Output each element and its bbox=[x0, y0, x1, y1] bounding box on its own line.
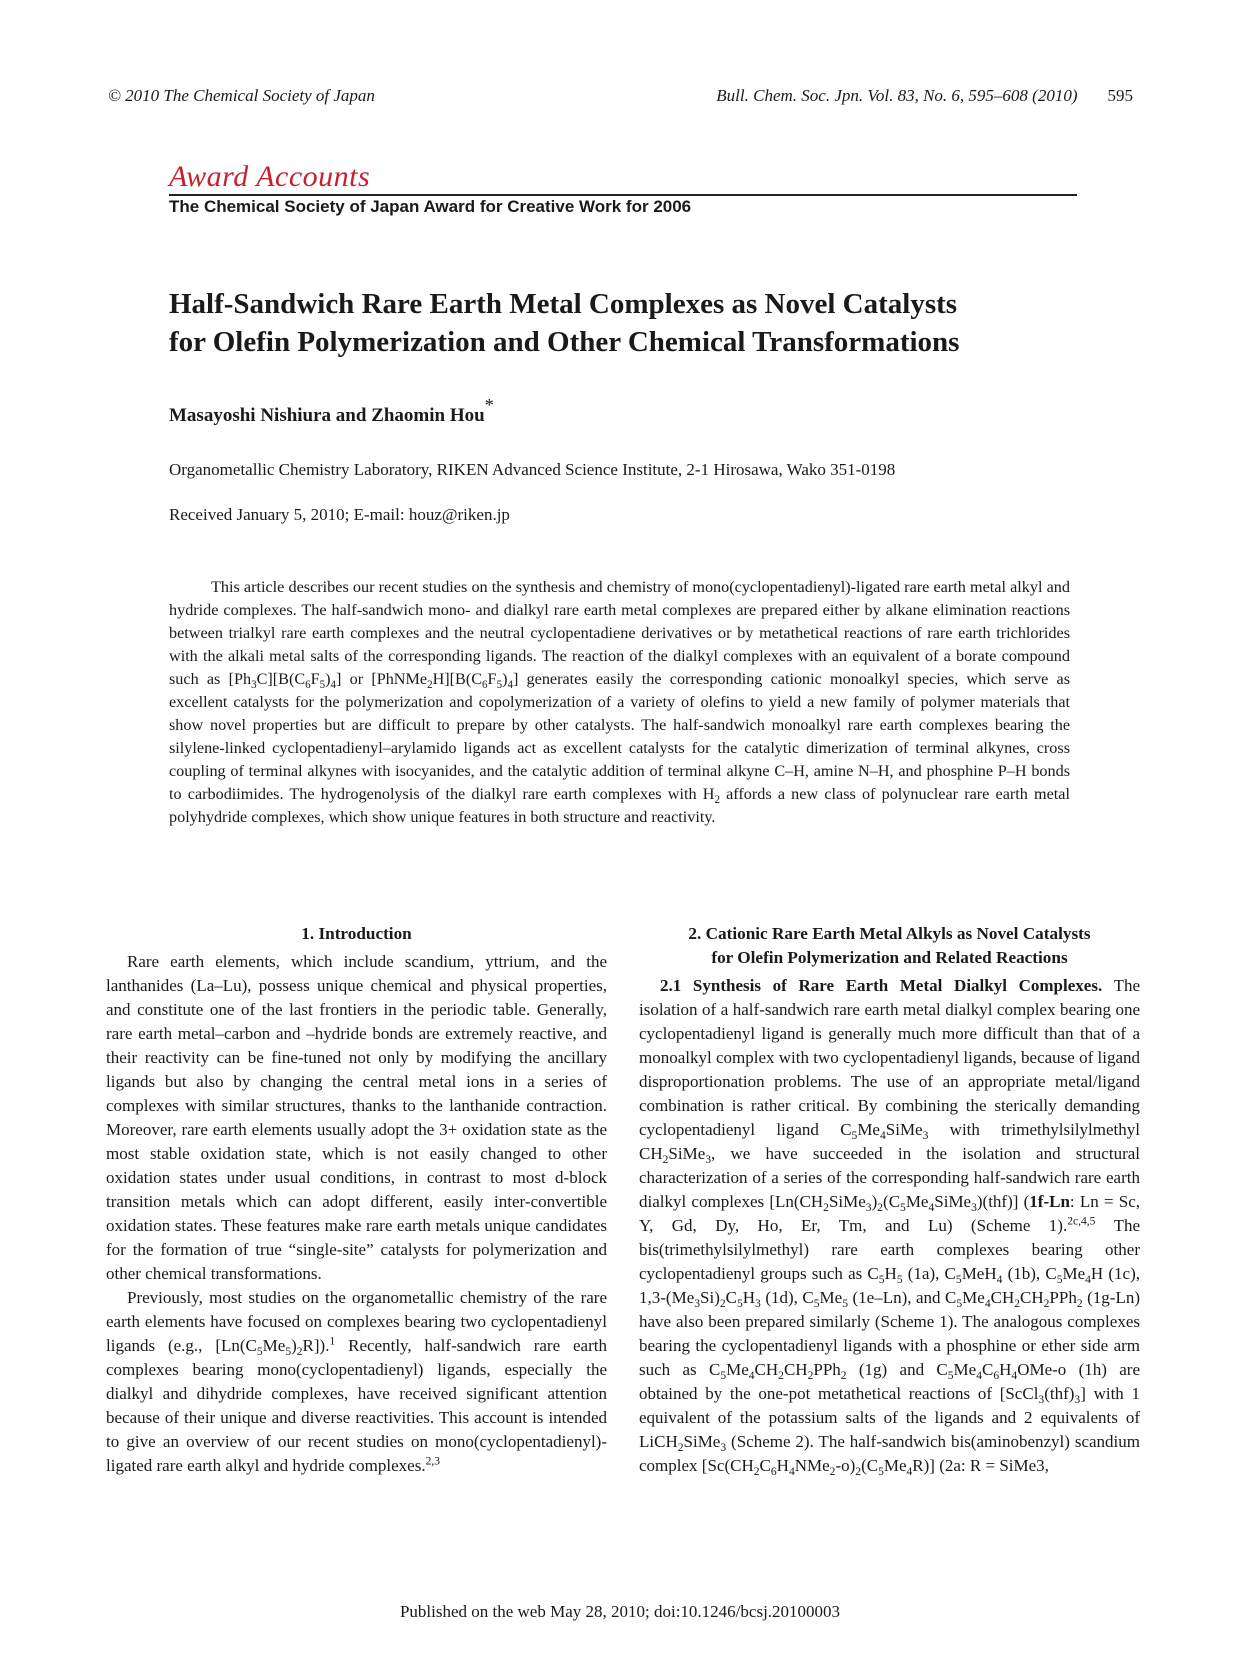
journal-copyright: © 2010 The Chemical Society of Japan bbox=[108, 86, 375, 105]
text: and bbox=[887, 1360, 937, 1379]
intro-paragraph-2 bbox=[106, 1286, 607, 1478]
borate-formula-2: $[PhNMe_2H][B(C_6F_5)_4]$ bbox=[371, 670, 519, 691]
subsection-title: 2.1 Synthesis of Rare Earth Metal Dialkyl Complexes. bbox=[660, 976, 1103, 995]
section-heading-introduction: 1. Introduction bbox=[301, 924, 412, 943]
award-title: Award Accounts bbox=[169, 160, 371, 193]
award-divider bbox=[169, 194, 1077, 196]
abstract-or: or bbox=[341, 670, 372, 688]
reference-marker: 2c,4,5 bbox=[1067, 1214, 1096, 1228]
text: are obtained by the one-pot metathetical reactions of bbox=[639, 1360, 1141, 1403]
text: : Ln = Sc, Y, Gd, Dy, Ho, Er, Tm, and Lu) (Scheme 1). bbox=[639, 1192, 1140, 1235]
intro-p2-close: ). bbox=[319, 1336, 330, 1355]
formula: $C_5Me_4SiMe_3$ bbox=[840, 1120, 929, 1143]
abstract-part-2: generates easily the corresponding cationic monoalkyl species, which serve as excellent catalysts for the polymerization and copolymerization of a variety of olefins to yield a new family of polymer materials that show novel properties but are difficult to prepare by other catalysts. The half-sandwich monoalkyl rare earth complexes bearing the silylene-linked cyclopentadienyl–arylamido ligands act as excellent catalysts for the catalytic dimerization of terminal alkynes, cross coupling of terminal alkynes with isocyanides, and the catalytic addition of terminal alkyne C–H, amine N–H, and phosphine P–H bonds to carbodiimides. The hydrogenolysis of the dialkyl rare earth complexes with bbox=[169, 670, 1071, 803]
section-2-1-paragraph: 2.1 Synthesis of Rare Earth Metal Dialkyl Complexes. The isolation of a half-sandwich rare earth metal dialkyl complex bearing one cyclopentadienyl ligand is generally much more difficult than that of a monoalkyl complex with two cyclopentadienyl ligands, because of ligand disproportionation problems. The use of an appropriate metal/ligand combination is rather critical. By combining the sterically demanding cyclopentadienyl ligand $C_5Me_4SiMe_3$ with trimethylsilylmethyl $CH_2SiMe_3$, we have succeeded in the isolation and structural characterization of a series of the corresponding half-sandwich rare earth dialkyl complexes $[Ln(CH_2SiMe_3)_2(C_5Me_4SiMe_3)(thf)]$ (1f-Ln: Ln = Sc, Y, Gd, Dy, Ho, Er, Tm, and Lu) (Scheme 1).$^{2c,4,5}$ The bis(trimethylsilylmethyl) rare earth complexes bearing other cyclopentadienyl groups such as $C_5H_5$ (1a), $C_5MeH_4$ (1b), $C_5Me_4H$ (1c), $1,3-(Me_3Si)_2C_5H_3$ (1d), $C_5Me_5$ (1e–Ln), and $C_5Me_4CH_2CH_2PPh_2$ (1g-Ln) have also been prepared similarly (Scheme 1). The analogous complexes bearing the cyclopentadienyl ligands with a phosphine or ether side arm such as $C_5Me_4CH_2CH_2PPh_2$ (1g) and $C_5Me_4C_6H_4OMe-o$ (1h) are obtained by the one-pot metathetical reactions of $[ScCl_3(thf)_3]$ with 1 equivalent of the potassium salts of the ligands and 2 equivalents of LiCH$_2$SiMe$_3$ (Scheme 2). The half-sandwich bis(aminobenzyl) scandium complex $[Sc(CH_2C_6H_4NMe_2-o)_2(C_5Me_4R)]$ (2a: R = SiMe3, bbox=[639, 976, 1141, 1479]
abstract bbox=[169, 576, 1070, 829]
publication-footer: Published on the web May 28, 2010; doi:10.1246/bcsj.20100003 bbox=[399, 1602, 841, 1621]
text: with 1 equivalent of the potassium salts of the ligands and 2 equivalents of bbox=[639, 1384, 1140, 1427]
journal-citation bbox=[716, 86, 1133, 106]
page-number: 595 bbox=[1107, 86, 1133, 105]
award-subtitle: The Chemical Society of Japan Award for Creative Work for 2006 bbox=[169, 197, 692, 216]
left-column bbox=[106, 922, 607, 1478]
citation-text: Bull. Chem. Soc. Jpn. Vol. 83, No. 6, 595–608 (2010) bbox=[716, 86, 1078, 105]
intro-p2-rest: Recently, half-sandwich rare earth complexes bearing mono(cyclopentadienyl) ligands, especially the dialkyl and dihydride complexes, have received significant attention because of their unique and diverse reactivities. This account is intended to give an overview of our recent studies on mono(cyclopentadienyl)-ligated rare earth alkyl and hydride complexes. bbox=[106, 1336, 607, 1475]
formula-list: $C_5H_5$ (1a), $C_5MeH_4$ (1b), $C_5Me_4H$ (1c), $1,3-(Me_3Si)_2C_5H_3$ (1d), $C_5Me_5$ (1e–Ln), and $C_5Me_4CH_2CH_2PPh_2$ (1g-Ln) bbox=[639, 1264, 1140, 1311]
formula: $C_5Me_4CH_2CH_2PPh_2$ (1g) bbox=[708, 1360, 888, 1383]
section-heading-line-2: for Olefin Polymerization and Related Reactions bbox=[711, 948, 1068, 967]
corresponding-author-mark: * bbox=[484, 395, 494, 416]
reference-marker: 2,3 bbox=[425, 1454, 441, 1468]
reference-marker: 1 bbox=[329, 1334, 336, 1348]
intro-paragraph-1: Rare earth elements, which include scandium, yttrium, and the lanthanides (La–Lu), possess unique chemical and physical properties, and constitute one of the last frontiers in the periodic table. Generally, rare earth metal–carbon and –hydride bonds are extremely reactive, and their reactivity can be fine-tuned not only by modifying the ancillary ligands but also by changing the central metal ions in a series of complexes with similar structures, thanks to the lanthanide contraction. Moreover, rare earth elements usually adopt the 3+ oxidation state as the most stable oxidation state, which is not easily changed to other oxidation states under usual conditions, in contrast to most d-block transition metals which can adopt different, easily inter-convertible oxidation states. These features make rare earth metals unique candidates for the formation of true “single-site” catalysts for polymerization and other chemical transformations. bbox=[106, 952, 607, 1283]
text: The isolation of a half-sandwich rare earth metal dialkyl complex bearing one cyclopentadienyl ligand is generally much more difficult than that of a monoalkyl complex with two cyclopentadienyl ligands, because of ligand disproportionation problems. The use of an appropriate metal/ligand combination is rather critical. By combining the sterically demanding cyclopentadienyl ligand bbox=[639, 976, 1141, 1139]
affiliation: Organometallic Chemistry Laboratory, RIKEN Advanced Science Institute, 2-1 Hirosawa, Wako 351-0198 bbox=[169, 460, 896, 479]
borate-formula-1: $[Ph_3C][B(C_6F_5)_4]$ bbox=[228, 670, 342, 691]
received-info: Received January 5, 2010; E-mail: houz@riken.jp bbox=[169, 505, 510, 524]
compound-label: 1f-Ln bbox=[1029, 1192, 1070, 1211]
formula: $[Ln(CH_2SiMe_3)_2(C_5Me_4SiMe_3)(thf)]$ bbox=[769, 1192, 1019, 1215]
text: , we have succeeded in the isolation and structural characterization of a series of the corresponding half-sandwich rare earth dialkyl complexes bbox=[639, 1144, 1140, 1211]
text: have also been prepared similarly (Scheme 1). The analogous complexes bearing the cyclopentadienyl ligands with a phosphine or ether side arm such as bbox=[639, 1312, 1140, 1379]
hydrogen-formula: $H_2$ bbox=[702, 785, 720, 806]
formula: LiCH$_2$SiMe$_3$ bbox=[639, 1432, 727, 1455]
abstract-part-3: affords a new class of polynuclear rare earth metal polyhydride complexes, which show unique features in both structure and reactivity. bbox=[169, 785, 1070, 826]
metallocene-formula: $[Ln(C_5Me_5)_2R]$ bbox=[215, 1336, 320, 1359]
section-heading-cationic bbox=[639, 922, 1140, 970]
author-names: Masayoshi Nishiura and Zhaomin Hou bbox=[169, 405, 485, 426]
text: with trimethylsilylmethyl bbox=[928, 1120, 1140, 1139]
authors bbox=[169, 395, 494, 427]
formula: $CH_2SiMe_3$ bbox=[639, 1144, 712, 1167]
formula: $[Sc(CH_2C_6H_4NMe_2-o)_2(C_5Me_4R)]$ bbox=[701, 1456, 935, 1479]
intro-p2-start: Previously, most studies on the organometallic chemistry of the rare earth elements have focused on complexes bearing two cyclopentadienyl ligands (e.g., bbox=[106, 1288, 607, 1355]
formula: $C_5Me_4C_6H_4OMe-o$ (1h) bbox=[936, 1360, 1107, 1383]
text: The bis(trimethylsilylmethyl) rare earth complexes bearing other cyclopentadienyl groups such as bbox=[639, 1216, 1140, 1283]
title-line-1: Half-Sandwich Rare Earth Metal Complexes as Novel Catalysts bbox=[169, 288, 958, 320]
right-column bbox=[639, 922, 1140, 1478]
text: (Scheme 2). The half-sandwich bis(aminobenzyl) scandium complex bbox=[639, 1432, 1140, 1475]
formula: $[ScCl_3(thf)_3]$ bbox=[999, 1384, 1086, 1407]
title-line-2: for Olefin Polymerization and Other Chemical Transformations bbox=[169, 326, 960, 358]
abstract-part-1: This article describes our recent studies on the synthesis and chemistry of mono(cyclopentadienyl)-ligated rare earth metal alkyl and hydride complexes. The half-sandwich mono- and dialkyl rare earth metal complexes are prepared either by alkane elimination reactions between trialkyl rare earth complexes and the neutral cyclopentadiene derivatives or by metathetical reactions of rare earth trichlorides with the alkali metal salts of the corresponding ligands. The reaction of the dialkyl complexes with an equivalent of a borate compound such as bbox=[169, 578, 1070, 688]
section-heading-line-1: 2. Cationic Rare Earth Metal Alkyls as Novel Catalysts bbox=[688, 924, 1091, 943]
paper-title bbox=[169, 285, 1069, 361]
text: (2a: R = SiMe3, bbox=[934, 1456, 1049, 1475]
